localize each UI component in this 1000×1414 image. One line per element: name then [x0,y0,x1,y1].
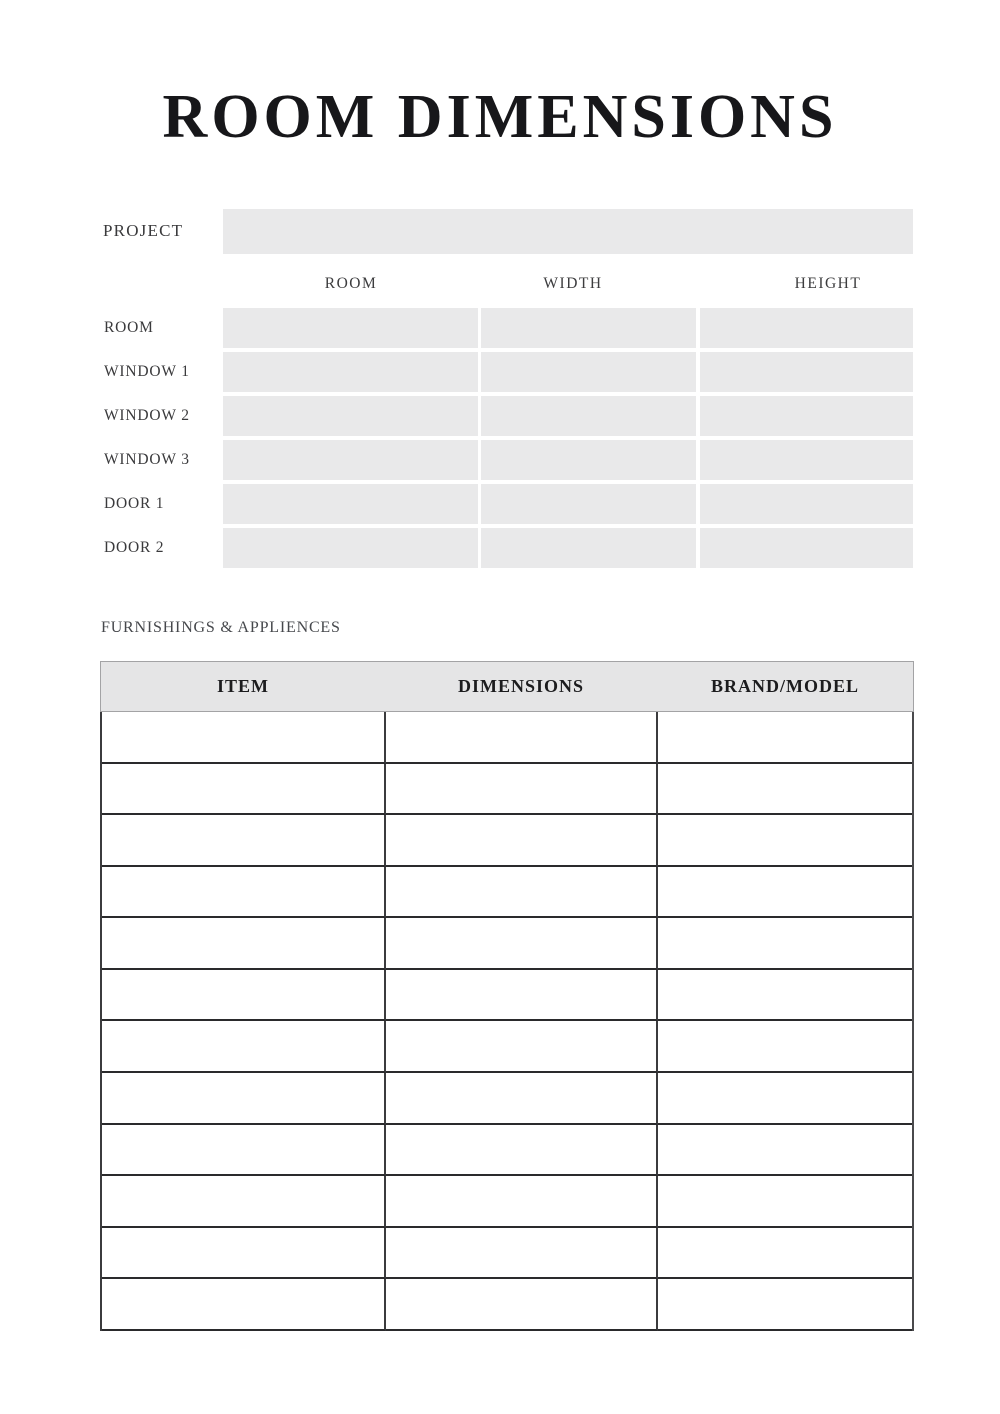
furnishings-cell[interactable] [658,1279,912,1331]
room-height-field[interactable] [700,308,913,348]
furnishings-header-dimensions: DIMENSIONS [457,676,585,696]
door2-width-field[interactable] [481,528,696,568]
grid-row-door-2 [0,528,1000,568]
project-label: PROJECT [103,221,184,240]
furnishings-cell[interactable] [658,918,912,970]
furnishings-table-header [100,661,914,712]
room-width-field[interactable] [481,308,696,348]
furnishings-cell[interactable] [102,1176,386,1228]
furnishings-cell[interactable] [658,1125,912,1177]
furnishings-cell[interactable] [102,1021,386,1073]
furnishings-header-brand-model: BRAND/MODEL [710,676,859,696]
grid-row-label: WINDOW 1 [104,363,190,380]
furnishings-cell[interactable] [386,1021,658,1073]
grid-row-door-1 [0,484,1000,524]
furnishings-cell[interactable] [386,918,658,970]
window2-name-field[interactable] [223,396,478,436]
column-header-width: WIDTH [543,275,603,292]
grid-row-label: DOOR 1 [104,495,165,512]
door1-width-field[interactable] [481,484,696,524]
grid-row-window-1 [0,352,1000,392]
furnishings-cell[interactable] [102,1279,386,1331]
column-header-height: HEIGHT [794,275,862,292]
furnishings-cell[interactable] [102,1125,386,1177]
furnishings-cell[interactable] [386,1279,658,1331]
furnishings-cell[interactable] [658,712,912,764]
grid-row-label: WINDOW 2 [104,407,190,424]
furnishings-cell[interactable] [658,1228,912,1280]
furnishings-cell[interactable] [658,867,912,919]
grid-row-window-2 [0,396,1000,436]
grid-row-label: WINDOW 3 [104,451,190,468]
window1-width-field[interactable] [481,352,696,392]
furnishings-cell[interactable] [386,970,658,1022]
grid-row-label: DOOR 2 [104,539,165,556]
furnishings-cell[interactable] [102,712,386,764]
furnishings-header-item: ITEM [216,676,269,696]
door1-height-field[interactable] [700,484,913,524]
door1-name-field[interactable] [223,484,478,524]
project-input-field[interactable] [223,209,913,254]
window2-height-field[interactable] [700,396,913,436]
window3-name-field[interactable] [223,440,478,480]
furnishings-cell[interactable] [386,1125,658,1177]
grid-row-label: ROOM [104,319,154,336]
window3-width-field[interactable] [481,440,696,480]
furnishings-cell[interactable] [658,815,912,867]
furnishings-table-body [100,712,914,1331]
furnishings-cell[interactable] [386,815,658,867]
grid-row-room [0,308,1000,348]
furnishings-cell[interactable] [386,764,658,816]
furnishings-section-label: FURNISHINGS & APPLIENCES [101,619,341,636]
door2-height-field[interactable] [700,528,913,568]
door2-name-field[interactable] [223,528,478,568]
furnishings-cell[interactable] [102,764,386,816]
furnishings-cell[interactable] [386,1228,658,1280]
furnishings-cell[interactable] [102,970,386,1022]
room-name-field[interactable] [223,308,478,348]
furnishings-cell[interactable] [658,1021,912,1073]
window1-name-field[interactable] [223,352,478,392]
furnishings-cell[interactable] [102,867,386,919]
column-header-room: ROOM [324,275,378,292]
window3-height-field[interactable] [700,440,913,480]
furnishings-cell[interactable] [386,1176,658,1228]
page-title: ROOM DIMENSIONS [162,83,838,151]
furnishings-cell[interactable] [386,712,658,764]
furnishings-cell[interactable] [102,918,386,970]
furnishings-cell[interactable] [386,1073,658,1125]
furnishings-cell[interactable] [386,867,658,919]
dimensions-grid [0,308,1000,572]
window2-width-field[interactable] [481,396,696,436]
furnishings-cell[interactable] [102,815,386,867]
window1-height-field[interactable] [700,352,913,392]
furnishings-cell[interactable] [658,970,912,1022]
furnishings-cell[interactable] [658,764,912,816]
furnishings-cell[interactable] [102,1228,386,1280]
furnishings-table [100,661,914,1331]
furnishings-cell[interactable] [658,1073,912,1125]
grid-row-window-3 [0,440,1000,480]
furnishings-cell[interactable] [102,1073,386,1125]
furnishings-cell[interactable] [658,1176,912,1228]
